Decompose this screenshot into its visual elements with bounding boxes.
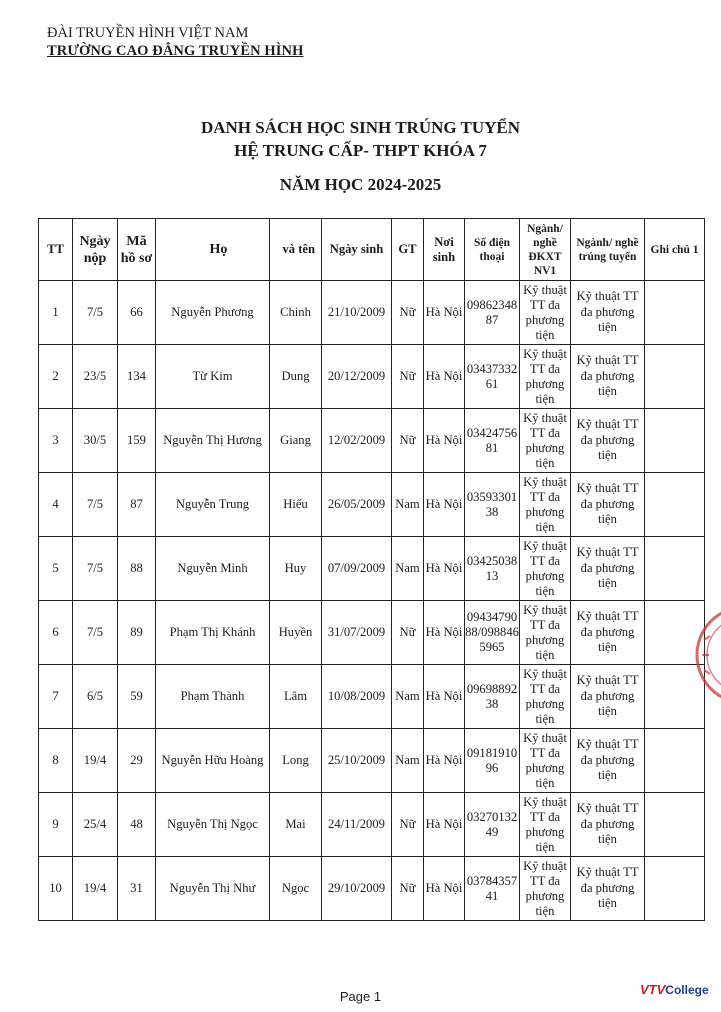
cell-tt: 3 — [39, 409, 73, 473]
cell-nganh-trung-tuyen: Kỹ thuật TT đa phương tiện — [571, 729, 645, 793]
cell-ghi-chu — [645, 857, 705, 921]
cell-nganh-dkxt: Kỹ thuật TT đa phương tiện — [520, 281, 571, 345]
cell-ho: Nguyễn Phương — [156, 281, 270, 345]
cell-ma-ho-so: 31 — [118, 857, 156, 921]
cell-noi-sinh: Hà Nội — [424, 857, 465, 921]
cell-gt: Nam — [392, 473, 424, 537]
header-nganh-dkxt: Ngành/ nghề ĐKXT NV1 — [520, 219, 571, 281]
cell-ma-ho-so: 88 — [118, 537, 156, 601]
cell-ngay-nop: 19/4 — [73, 857, 118, 921]
cell-ngay-nop: 25/4 — [73, 793, 118, 857]
cell-nganh-dkxt: Kỹ thuật TT đa phương tiện — [520, 793, 571, 857]
cell-ngay-nop: 7/5 — [73, 281, 118, 345]
cell-ghi-chu — [645, 537, 705, 601]
table-row — [39, 665, 705, 729]
header-so-dien-thoai: Số điện thoại — [465, 219, 520, 281]
cell-ngay-sinh: 10/08/2009 — [322, 665, 392, 729]
cell-tt: 10 — [39, 857, 73, 921]
cell-ma-ho-so: 159 — [118, 409, 156, 473]
header-nganh-trung-tuyen: Ngành/ nghề trúng tuyển — [571, 219, 645, 281]
cell-gt: Nữ — [392, 281, 424, 345]
cell-nganh-trung-tuyen: Kỹ thuật TT đa phương tiện — [571, 665, 645, 729]
cell-nganh-dkxt: Kỹ thuật TT đa phương tiện — [520, 601, 571, 665]
table-row — [39, 601, 705, 665]
cell-ma-ho-so: 66 — [118, 281, 156, 345]
cell-ho: Nguyễn Thị Như — [156, 857, 270, 921]
cell-so-dien-thoai: 0986234887 — [465, 281, 520, 345]
cell-ten: Hiếu — [270, 473, 322, 537]
cell-ho: Nguyễn Trung — [156, 473, 270, 537]
cell-ngay-sinh: 12/02/2009 — [322, 409, 392, 473]
cell-tt: 6 — [39, 601, 73, 665]
cell-gt: Nữ — [392, 601, 424, 665]
cell-noi-sinh: Hà Nội — [424, 473, 465, 537]
cell-tt: 4 — [39, 473, 73, 537]
header-tt: TT — [39, 219, 73, 281]
cell-nganh-dkxt: Kỹ thuật TT đa phương tiện — [520, 729, 571, 793]
cell-ho: Nguyễn Thị Hương — [156, 409, 270, 473]
red-seal-stamp — [690, 600, 721, 710]
cell-tt: 1 — [39, 281, 73, 345]
cell-ten: Huyền — [270, 601, 322, 665]
cell-nganh-dkxt: Kỹ thuật TT đa phương tiện — [520, 473, 571, 537]
cell-so-dien-thoai: 0343733261 — [465, 345, 520, 409]
header-ma-ho-so: Mã hồ sơ — [118, 219, 156, 281]
cell-nganh-trung-tuyen: Kỹ thuật TT đa phương tiện — [571, 537, 645, 601]
cell-so-dien-thoai: 0359330138 — [465, 473, 520, 537]
cell-ngay-sinh: 25/10/2009 — [322, 729, 392, 793]
cell-so-dien-thoai: 0342503813 — [465, 537, 520, 601]
cell-ngay-nop: 7/5 — [73, 537, 118, 601]
table-header-row — [39, 219, 705, 281]
table-row — [39, 409, 705, 473]
cell-ten: Ngọc — [270, 857, 322, 921]
table-row — [39, 793, 705, 857]
cell-ho: Nguyễn Thị Ngọc — [156, 793, 270, 857]
title-line3: NĂM HỌC 2024-2025 — [279, 175, 442, 194]
cell-nganh-trung-tuyen: Kỹ thuật TT đa phương tiện — [571, 793, 645, 857]
cell-tt: 5 — [39, 537, 73, 601]
cell-ghi-chu — [645, 281, 705, 345]
cell-ten: Chinh — [270, 281, 322, 345]
cell-tt: 8 — [39, 729, 73, 793]
cell-ma-ho-so: 59 — [118, 665, 156, 729]
cell-ghi-chu — [645, 409, 705, 473]
cell-gt: Nữ — [392, 793, 424, 857]
cell-noi-sinh: Hà Nội — [424, 729, 465, 793]
cell-noi-sinh: Hà Nội — [424, 409, 465, 473]
cell-ho: Từ Kim — [156, 345, 270, 409]
admission-table — [38, 218, 705, 921]
cell-nganh-dkxt: Kỹ thuật TT đa phương tiện — [520, 537, 571, 601]
cell-ngay-nop: 7/5 — [73, 473, 118, 537]
header-noi-sinh: Nơi sinh — [424, 219, 465, 281]
cell-so-dien-thoai: 0378435741 — [465, 857, 520, 921]
cell-ten: Mai — [270, 793, 322, 857]
cell-ngay-nop: 23/5 — [73, 345, 118, 409]
header-ghi-chu: Ghi chú 1 — [645, 219, 705, 281]
page-number: Page 1 — [339, 989, 382, 1004]
cell-nganh-dkxt: Kỹ thuật TT đa phương tiện — [520, 345, 571, 409]
cell-nganh-dkxt: Kỹ thuật TT đa phương tiện — [520, 857, 571, 921]
org-name-line1: ĐÀI TRUYỀN HÌNH VIỆT NAM — [47, 25, 249, 41]
cell-gt: Nam — [392, 665, 424, 729]
cell-tt: 9 — [39, 793, 73, 857]
cell-ngay-sinh: 26/05/2009 — [322, 473, 392, 537]
table-body — [39, 281, 705, 921]
table-row — [39, 345, 705, 409]
cell-ho: Phạm Thị Khánh — [156, 601, 270, 665]
cell-so-dien-thoai: 0969889238 — [465, 665, 520, 729]
title-line1: DANH SÁCH HỌC SINH TRÚNG TUYỂN — [200, 118, 521, 137]
cell-ngay-sinh: 21/10/2009 — [322, 281, 392, 345]
header-ngay-sinh: Ngày sinh — [322, 219, 392, 281]
cell-ngay-sinh: 24/11/2009 — [322, 793, 392, 857]
cell-ghi-chu — [645, 345, 705, 409]
cell-gt: Nam — [392, 729, 424, 793]
cell-so-dien-thoai: 0918191096 — [465, 729, 520, 793]
cell-ngay-nop: 6/5 — [73, 665, 118, 729]
cell-nganh-dkxt: Kỹ thuật TT đa phương tiện — [520, 409, 571, 473]
cell-noi-sinh: Hà Nội — [424, 281, 465, 345]
cell-ten: Giang — [270, 409, 322, 473]
header-ho: Họ — [156, 219, 270, 281]
cell-ten: Huy — [270, 537, 322, 601]
vtv-college-logo — [640, 982, 709, 997]
cell-tt: 2 — [39, 345, 73, 409]
cell-ho: Nguyễn Minh — [156, 537, 270, 601]
table-row — [39, 857, 705, 921]
cell-so-dien-thoai: 0327013249 — [465, 793, 520, 857]
cell-ten: Dung — [270, 345, 322, 409]
header-ngay-nop: Ngày nộp — [73, 219, 118, 281]
cell-ten: Lâm — [270, 665, 322, 729]
cell-gt: Nam — [392, 537, 424, 601]
cell-ho: Phạm Thành — [156, 665, 270, 729]
cell-ngay-sinh: 31/07/2009 — [322, 601, 392, 665]
cell-nganh-dkxt: Kỹ thuật TT đa phương tiện — [520, 665, 571, 729]
cell-ma-ho-so: 48 — [118, 793, 156, 857]
header-va-ten: và tên — [270, 219, 322, 281]
cell-ngay-nop: 7/5 — [73, 601, 118, 665]
cell-ma-ho-so: 134 — [118, 345, 156, 409]
cell-ghi-chu — [645, 473, 705, 537]
logo-part-college: College — [665, 983, 709, 997]
cell-noi-sinh: Hà Nội — [424, 793, 465, 857]
cell-ghi-chu — [645, 793, 705, 857]
cell-gt: Nữ — [392, 857, 424, 921]
cell-so-dien-thoai: 0943479088/0988465965 — [465, 601, 520, 665]
cell-ngay-nop: 30/5 — [73, 409, 118, 473]
cell-ma-ho-so: 29 — [118, 729, 156, 793]
cell-gt: Nữ — [392, 409, 424, 473]
logo-part-vtv: VTV — [640, 982, 666, 997]
cell-noi-sinh: Hà Nội — [424, 665, 465, 729]
cell-nganh-trung-tuyen: Kỹ thuật TT đa phương tiện — [571, 409, 645, 473]
cell-ho: Nguyễn Hữu Hoàng — [156, 729, 270, 793]
cell-ma-ho-so: 89 — [118, 601, 156, 665]
cell-nganh-trung-tuyen: Kỹ thuật TT đa phương tiện — [571, 473, 645, 537]
cell-ghi-chu — [645, 729, 705, 793]
table-row — [39, 537, 705, 601]
cell-noi-sinh: Hà Nội — [424, 345, 465, 409]
cell-ngay-nop: 19/4 — [73, 729, 118, 793]
cell-nganh-trung-tuyen: Kỹ thuật TT đa phương tiện — [571, 345, 645, 409]
cell-so-dien-thoai: 0342475681 — [465, 409, 520, 473]
cell-ma-ho-so: 87 — [118, 473, 156, 537]
cell-tt: 7 — [39, 665, 73, 729]
table-row — [39, 729, 705, 793]
cell-ngay-sinh: 20/12/2009 — [322, 345, 392, 409]
organization-header — [47, 24, 303, 60]
cell-noi-sinh: Hà Nội — [424, 537, 465, 601]
cell-nganh-trung-tuyen: Kỹ thuật TT đa phương tiện — [571, 857, 645, 921]
cell-nganh-trung-tuyen: Kỹ thuật TT đa phương tiện — [571, 601, 645, 665]
cell-ngay-sinh: 07/09/2009 — [322, 537, 392, 601]
cell-ten: Long — [270, 729, 322, 793]
table-row — [39, 473, 705, 537]
document-title — [0, 116, 721, 196]
cell-nganh-trung-tuyen: Kỹ thuật TT đa phương tiện — [571, 281, 645, 345]
org-name-line2: TRƯỜNG CAO ĐẲNG TRUYỀN HÌNH — [47, 43, 304, 59]
header-gt: GT — [392, 219, 424, 281]
cell-ngay-sinh: 29/10/2009 — [322, 857, 392, 921]
table-row — [39, 281, 705, 345]
cell-noi-sinh: Hà Nội — [424, 601, 465, 665]
title-line2: HỆ TRUNG CẤP- THPT KHÓA 7 — [234, 141, 487, 160]
cell-gt: Nữ — [392, 345, 424, 409]
